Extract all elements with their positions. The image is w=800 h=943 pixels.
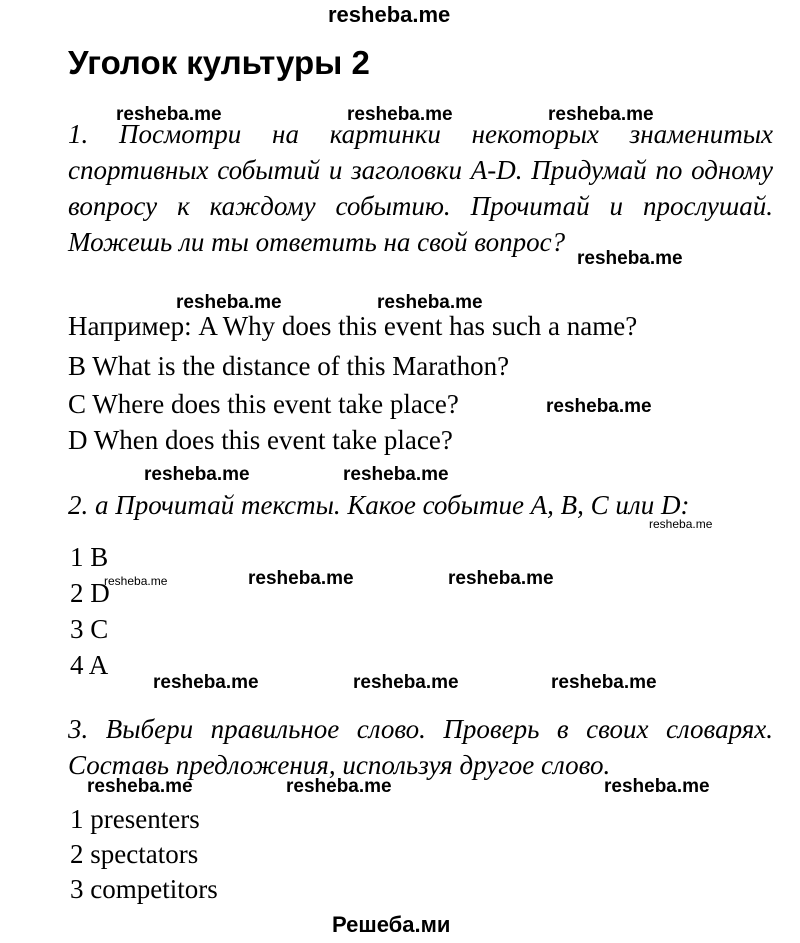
task-1-instruction: 1. Посмотри на картинки некоторых знаменитых спортивных событий и заголовки A-D. Придумай по одному вопросу к каждому событию. Прочитай и прослушай. Можешь ли ты ответить на свой вопрос? <box>68 119 773 257</box>
watermark: resheba.me <box>248 568 354 589</box>
watermark: resheba.me <box>144 464 250 485</box>
watermark: resheba.me <box>448 568 554 589</box>
watermark: resheba.me <box>377 292 483 313</box>
task-3-answer-2: 2 spectators <box>70 839 199 869</box>
task-1-answer-b: B What is the distance of this Marathon? <box>68 351 510 381</box>
task-2-answer-2: 2 D <box>70 578 110 608</box>
task-1-answer-d: D When does this event take place? <box>68 425 453 455</box>
watermark: resheba.me <box>343 464 449 485</box>
watermark: resheba.me <box>347 104 453 125</box>
watermark: resheba.me <box>353 672 459 693</box>
page-title: Уголок культуры 2 <box>68 44 370 81</box>
task-3-answer-3: 3 competitors <box>70 874 218 904</box>
task-2-answer-4: 4 A <box>70 650 109 680</box>
header-watermark: resheba.me <box>328 2 451 27</box>
task-1-answer-c: C Where does this event take place? <box>68 389 459 419</box>
task-2-instruction: 2. a Прочитай тексты. Какое событие A, B, C или D: <box>68 490 690 520</box>
task-2-answer-3: 3 C <box>70 614 109 644</box>
watermark: resheba.me <box>87 776 193 797</box>
watermark: resheba.me <box>153 672 259 693</box>
watermark: resheba.me <box>548 104 654 125</box>
footer-text: Решеба.ми <box>332 912 451 937</box>
watermark: resheba.me <box>551 672 657 693</box>
watermark: resheba.me <box>116 104 222 125</box>
watermark-small: resheba.me <box>104 574 168 588</box>
task-1-answer-a: Например: A Why does this event has such a name? <box>68 311 638 341</box>
watermark: resheba.me <box>286 776 392 797</box>
watermark: resheba.me <box>604 776 710 797</box>
watermark-small: resheba.me <box>649 517 713 531</box>
task-2-answer-1: 1 B <box>70 542 109 572</box>
watermark: resheba.me <box>176 292 282 313</box>
task-3-instruction: 3. Выбери правильное слово. Проверь в своих словарях. Составь предложения, используя другое слово. <box>68 714 773 780</box>
watermark: resheba.me <box>546 396 652 417</box>
watermark: resheba.me <box>577 248 683 269</box>
task-3-answer-1: 1 presenters <box>70 804 200 834</box>
